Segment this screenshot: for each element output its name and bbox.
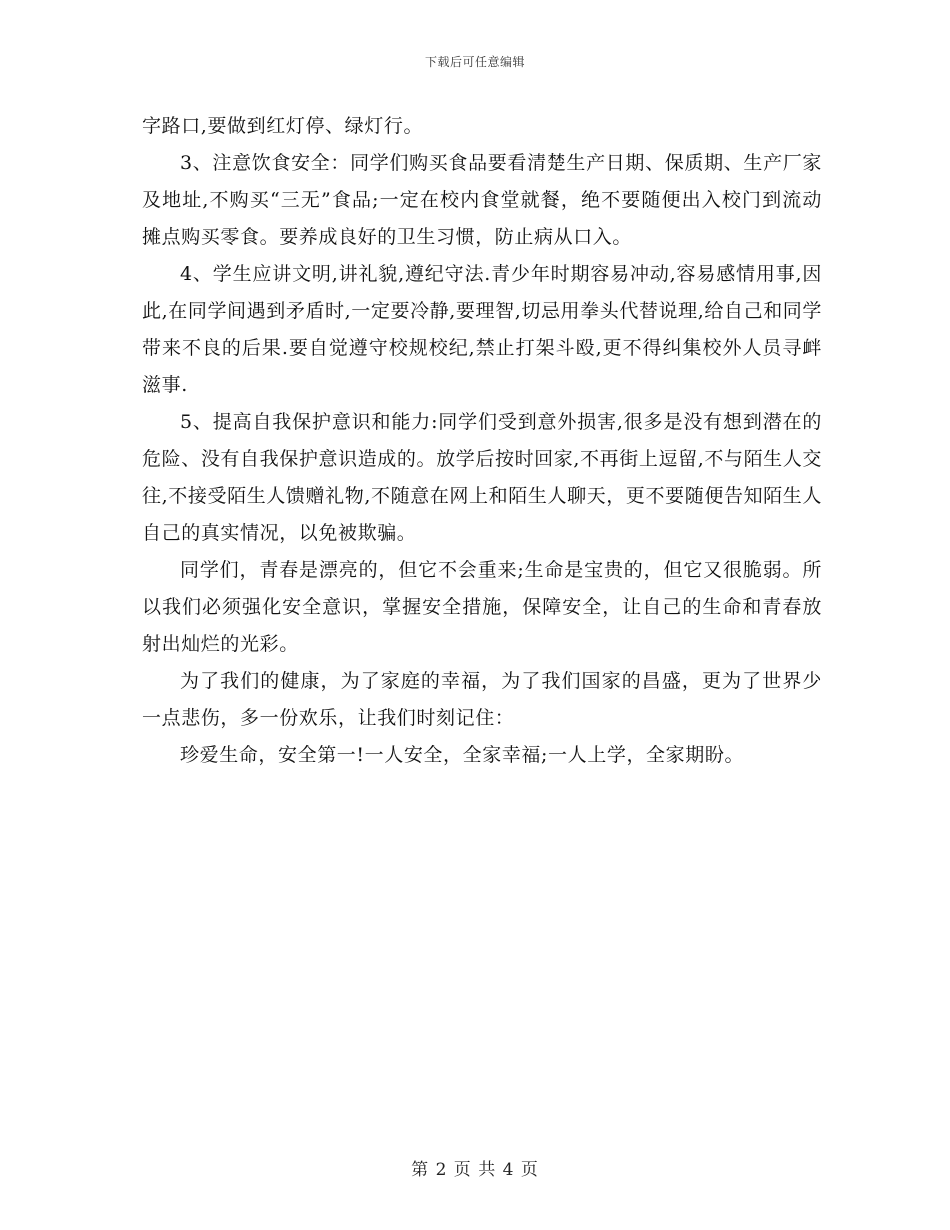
paragraph-youth-life: 同学们，青春是漂亮的，但它不会重来;生命是宝贵的，但它又很脆弱。所以我们必须强化安全意识，掌握安全措施，保障安全，让自己的生命和青春放射出灿烂的光彩。 (142, 559, 822, 655)
page-header-note: 下载后可任意编辑 (424, 55, 525, 69)
paragraph-conduct: 4、学生应讲文明,讲礼貌,遵纪守法.青少年时期容易冲动,容易感情用事,因此,在同学间遇到矛盾时,一定要冷静,要理智,切忌用拳头代替说理,给自己和同学带来不良的后果.要自觉遵守校规校纪,禁止打架斗殴,更不得纠集校外人员寻衅滋事. (142, 263, 822, 396)
paragraph-self-protection: 5、提高自我保护意识和能力:同学们受到意外损害,很多是没有想到潜在的危险、没有自我保护意识造成的。放学后按时回家,不再街上逗留,不与陌生人交往,不接受陌生人馈赠礼物,不随意在网上和陌生人聊天，更不要随便告知陌生人自己的真实情况，以免被欺骗。 (142, 411, 822, 544)
paragraph-food-safety: 3、注意饮食安全：同学们购买食品要看清楚生产日期、保质期、生产厂家及地址,不购买“三无”食品;一定在校内食堂就餐，绝不要随便出入校门到流动摊点购买零食。要养成良好的卫生习惯，防止病从口入。 (142, 152, 822, 248)
paragraph-motto: 珍爱生命，安全第一!一人安全，全家幸福;一人上学，全家期盼。 (180, 744, 745, 766)
page-number-footer: 第 2 页 共 4 页 (411, 1160, 539, 1180)
paragraph-continuation: 字路口,要做到红灯停、绿灯行。 (142, 115, 424, 137)
document-body (142, 108, 822, 774)
paragraph-remember: 为了我们的健康，为了家庭的幸福，为了我们国家的昌盛，更为了世界少一点悲伤，多一份欢乐，让我们时刻记住： (142, 670, 822, 729)
